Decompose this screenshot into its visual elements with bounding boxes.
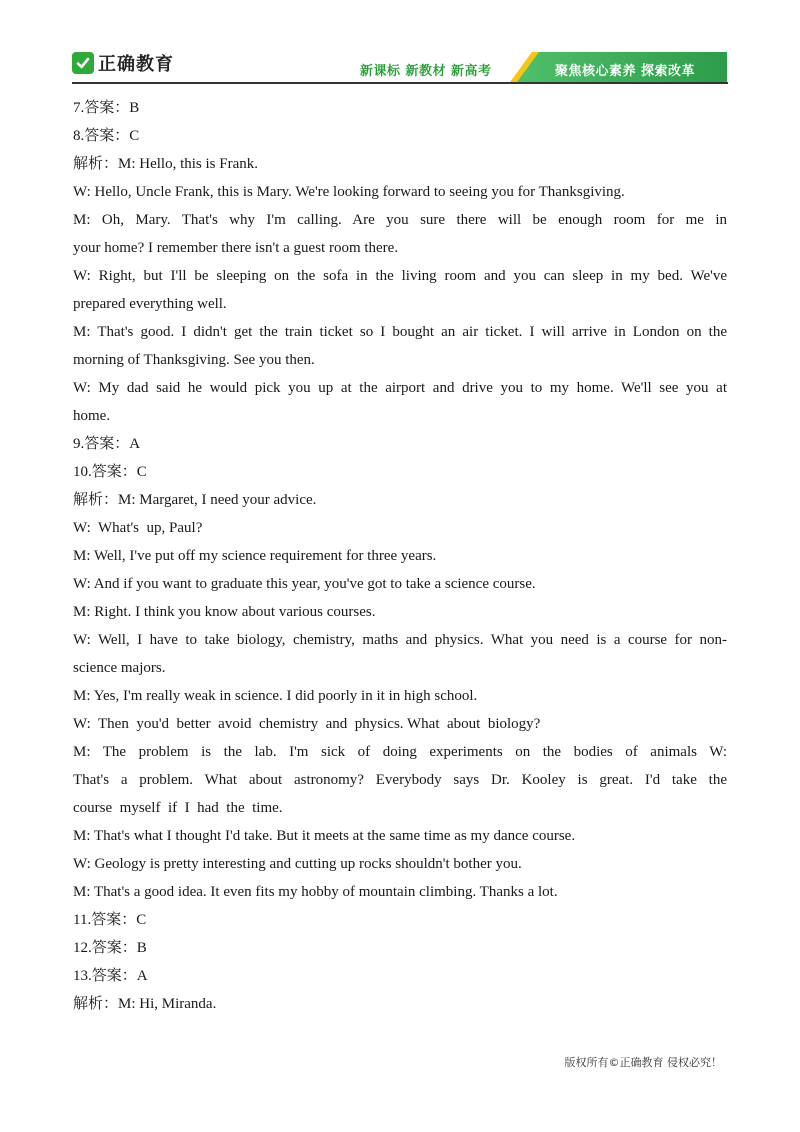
dialogue-line: science majors. (73, 660, 166, 676)
dialogue-line: M: That's good. I didn't get the train ticket so I bought an air ticket. I will arrive in London on the (73, 324, 727, 340)
answer-line: 10.答案：C (73, 464, 147, 480)
dialogue-line: your home? I remember there isn't a guest room there. (73, 240, 399, 256)
brand-logo (72, 50, 174, 76)
slogan-left: 新课标 新教材 新高考 (360, 64, 492, 79)
checkmark-icon (72, 52, 94, 74)
slogan-right: 聚焦核心素养 探索改革 (555, 64, 696, 79)
copyright-footer: 版权所有©正确教育 侵权必究！ (564, 1056, 722, 1069)
dialogue-line: M: The problem is the lab. I'm sick of doing experiments on the bodies of animals W: (73, 744, 727, 760)
explanation-line: 解析：M: Hello, this is Frank. (73, 156, 259, 172)
dialogue-line: M: Right. I think you know about various courses. (73, 604, 376, 620)
answer-content (73, 94, 727, 1018)
answer-line: 7.答案：B (73, 100, 140, 116)
dialogue-line: morning of Thanksgiving. See you then. (73, 352, 315, 368)
dialogue-line: M: That's what I thought I'd take. But it meets at the same time as my dance course. (73, 828, 576, 844)
answer-line: 8.答案：C (73, 128, 140, 144)
dialogue-line: W: What's up, Paul? (73, 520, 203, 536)
dialogue-line: M: Oh, Mary. That's why I'm calling. Are you sure there will be enough room for me in (73, 212, 727, 228)
dialogue-line: course myself if I had the time. (73, 800, 283, 816)
answer-line: 13.答案：A (73, 968, 148, 984)
page-header (0, 0, 800, 90)
explanation-line: 解析：M: Hi, Miranda. (73, 996, 217, 1012)
answer-line: 11.答案：C (73, 912, 147, 928)
answer-line: 9.答案：A (73, 436, 141, 452)
header-divider (72, 82, 728, 84)
dialogue-line: home. (73, 408, 111, 424)
dialogue-line: W: Then you'd better avoid chemistry and physics. What about biology? (73, 716, 541, 732)
dialogue-line: prepared everything well. (73, 296, 227, 312)
brand-name: 正确教育 (98, 54, 174, 75)
dialogue-line: W: And if you want to graduate this year, you've got to take a science course. (73, 576, 536, 592)
dialogue-line: W: Right, but I'll be sleeping on the sofa in the living room and you can sleep in my bed. We've (73, 268, 727, 284)
dialogue-line: That's a problem. What about astronomy? Everybody says Dr. Kooley is great. I'd take the (73, 772, 727, 788)
dialogue-line: M: That's a good idea. It even fits my hobby of mountain climbing. Thanks a lot. (73, 884, 558, 900)
answer-line: 12.答案：B (73, 940, 147, 956)
dialogue-line: W: Hello, Uncle Frank, this is Mary. We're looking forward to seeing you for Thanksgiving. (73, 184, 625, 200)
explanation-line: 解析：M: Margaret, I need your advice. (73, 492, 317, 508)
dialogue-line: W: My dad said he would pick you up at the airport and drive you to my home. We'll see you at (73, 380, 727, 396)
dialogue-line: W: Geology is pretty interesting and cutting up rocks shouldn't bother you. (73, 856, 522, 872)
dialogue-line: M: Well, I've put off my science requirement for three years. (73, 548, 437, 564)
dialogue-line: M: Yes, I'm really weak in science. I did poorly in it in high school. (73, 688, 478, 704)
dialogue-line: W: Well, I have to take biology, chemistry, maths and physics. What you need is a course for non- (73, 632, 727, 648)
